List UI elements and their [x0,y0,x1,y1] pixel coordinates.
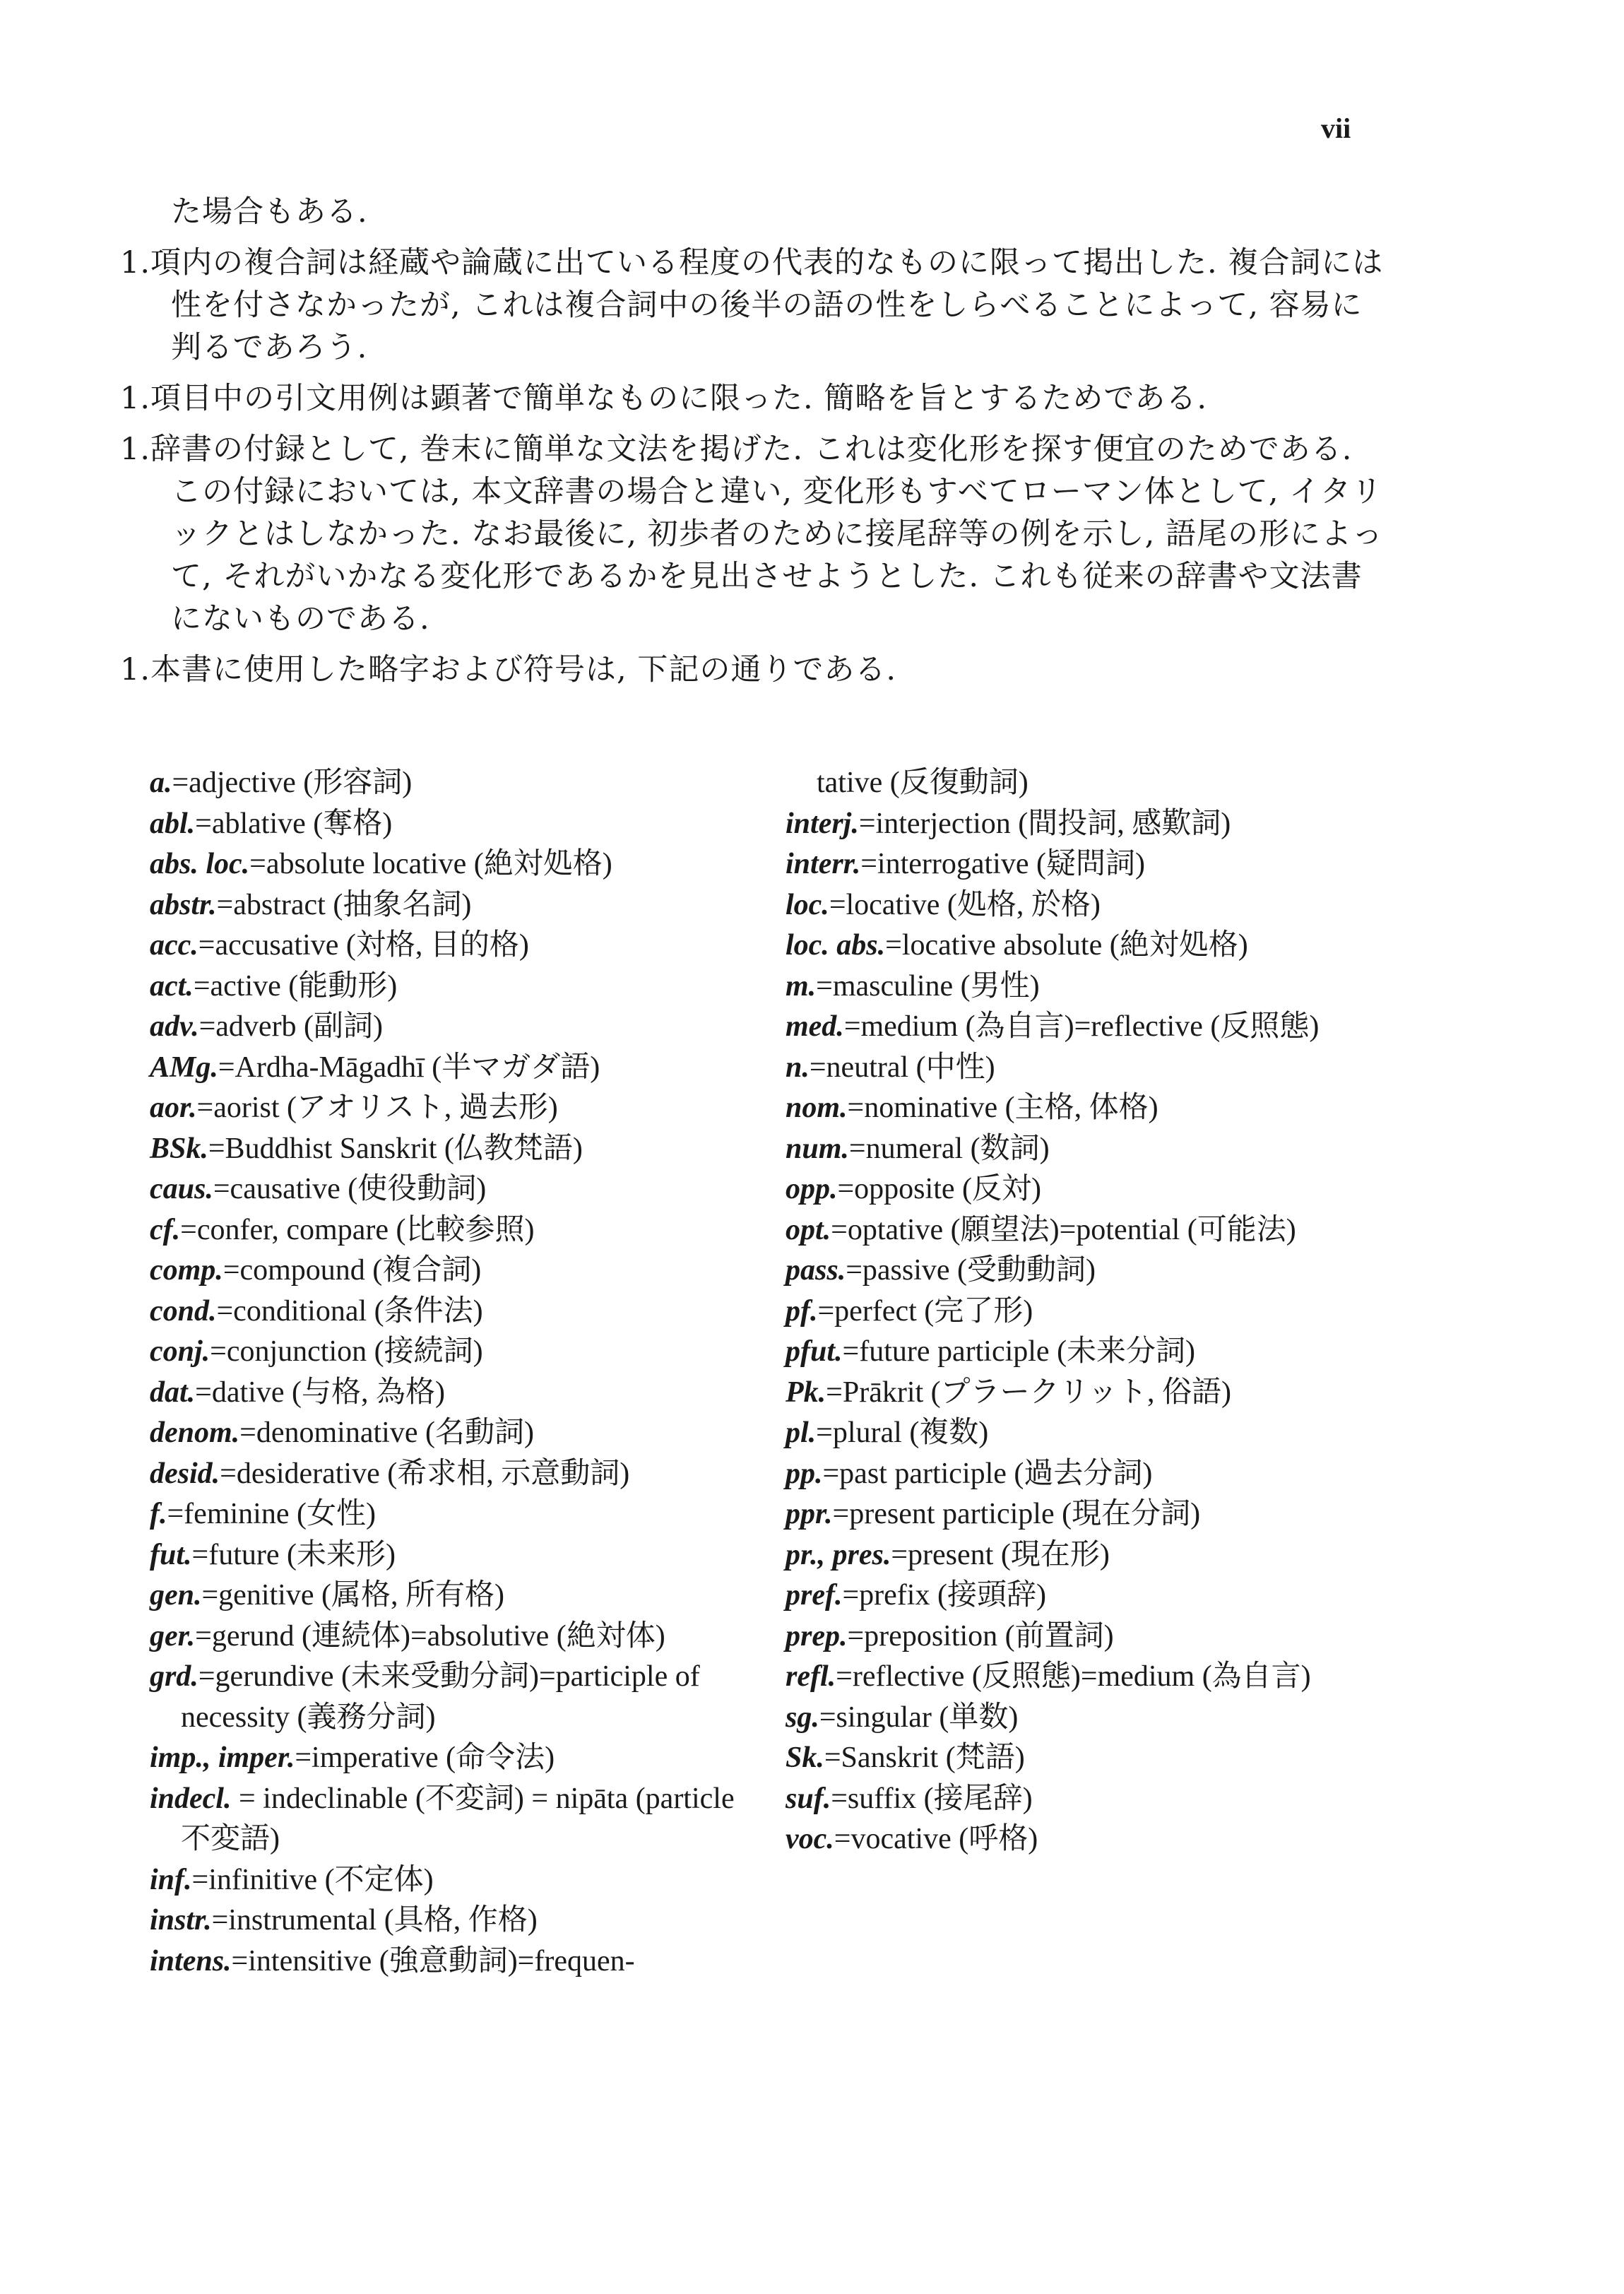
abbreviation-term: interr. [786,848,861,880]
abbreviation-term: adv. [150,1010,199,1043]
intro-section [120,191,1392,699]
abbreviation-entry [786,1494,1407,1535]
abbreviation-entry [150,1941,771,1982]
abbreviation-term: num. [786,1132,849,1165]
abbreviation-term: voc. [786,1823,834,1855]
abbreviation-definition: =present (現在形) [891,1538,1110,1571]
abbreviation-entry [150,1291,771,1332]
abbreviation-entry [786,1007,1407,1048]
abbreviation-definition: =vocative (呼格) [834,1823,1038,1855]
abbreviation-entry [150,1413,771,1454]
abbreviation-definition: =locative (処格, 於格) [829,888,1101,921]
abbreviation-term: abs. loc. [150,848,250,880]
intro-item-appendix: 1.辞書の付録として, 巻末に簡単な文法を掲げた. これは変化形を探す便宜のためである. この付録においては, 本文辞書の場合と違い, 変化形もすべてローマン体として, イタリックとはしなかった. なお最後に, 初歩者のために接尾辞等の例を示し, 語尾の形によって, それがいかなる変化形であるかを見出させようとした. これも従来の辞書や文法書にないものである. [120,432,1384,637]
abbreviation-definition: =ablative (奪格) [195,807,393,840]
abbreviation-definition: =conditional (条件法) [216,1294,483,1328]
abbreviation-definition: =adjective (形容詞) [172,767,413,799]
abbreviation-entry [786,1657,1407,1698]
abbreviation-entry [150,1169,771,1210]
abbreviation-entry [150,1860,771,1901]
abbreviation-entry [150,804,771,845]
abbreviation-definition: =future participle (未来分詞) [842,1335,1196,1368]
abbreviation-term: abl. [150,807,196,840]
abbreviation-term: instr. [150,1904,212,1937]
abbreviation-entry [786,1738,1407,1779]
abbreviation-term: opt. [786,1213,831,1246]
abbreviation-entry [150,1129,771,1170]
abbreviation-term: imp., imper. [150,1742,295,1774]
abbreviation-definition: =preposition (前置詞) [847,1619,1114,1652]
abbreviation-term: ppr. [786,1498,833,1530]
abbreviation-entry [786,763,1407,804]
abbreviation-entry [786,966,1407,1007]
abbreviation-term: pr., pres. [786,1538,891,1571]
abbreviation-definition: =perfect (完了形) [817,1294,1033,1328]
abbreviation-definition: =Prākrit (プラークリット, 俗語) [826,1376,1231,1409]
abbreviation-term: sg. [786,1701,819,1734]
abbreviation-entry [786,1575,1407,1616]
abbreviation-definition: =imperative (命令法) [295,1742,555,1774]
abbreviation-entry [150,1738,771,1779]
abbreviation-definition: =abstract (抽象名詞) [216,888,472,921]
abbreviation-definition: =Ardha-Māgadhī (半マガダ語) [218,1051,600,1084]
abbreviation-definition: =absolute locative (絶対処格) [249,848,612,880]
intro-item-abbreviations: 1.本書に使用した略字および符号は, 下記の通りである. [120,652,897,687]
intro-item-compounds: 1.項内の複合詞は経蔵や論蔵に出ている程度の代表的なものに限って掲出した. 複合詞には性を付さなかったが, これは複合詞中の後半の語の性をしらべることによって, 容易に判るであろう. [120,245,1384,365]
abbreviation-term: Pk. [786,1376,826,1409]
abbreviation-entry [150,1494,771,1535]
abbreviation-entry [150,1535,771,1576]
abbreviation-entry [786,1698,1407,1739]
abbreviation-term: Sk. [786,1742,824,1774]
abbreviation-term: pp. [786,1457,823,1490]
abbreviation-term: med. [786,1010,844,1043]
abbreviation-entry [150,1007,771,1048]
abbreviation-definition: =dative (与格, 為格) [195,1376,445,1409]
abbreviation-entry [150,763,771,804]
abbreviation-entry [786,1210,1407,1251]
abbreviation-definition: = indeclinable (不変詞) = nipāta (particle 不変語) [181,1782,735,1855]
abbreviation-entry [150,1332,771,1373]
intro-item-quotations: 1.項目中の引文用例は顕著で簡単なものに限った. 簡略を旨とするためである. [120,381,1208,416]
abbreviation-definition: =passive (受動動詞) [846,1254,1096,1287]
abbreviation-entry [150,1575,771,1616]
abbreviation-term: inf. [150,1863,192,1896]
abbreviation-entry [150,885,771,926]
abbreviation-definition: =infinitive (不定体) [191,1863,434,1896]
abbreviation-term: refl. [786,1660,836,1693]
abbreviation-definition: =active (能動形) [193,969,398,1003]
abbreviation-term: denom. [150,1417,240,1449]
abbreviation-term: abstr. [150,888,217,921]
abbreviation-entry [150,1779,771,1860]
abbreviation-entry [786,1332,1407,1373]
abbreviation-definition: =singular (単数) [819,1701,1019,1734]
abbreviation-term: m. [786,969,817,1003]
abbreviation-definition: =accusative (対格, 目的格) [198,929,529,962]
abbreviation-term: suf. [786,1782,831,1815]
abbreviation-term: conj. [150,1335,211,1368]
abbreviation-definition: =medium (為自言)=reflective (反照態) [843,1010,1320,1043]
abbreviation-definition: =conjunction (接続詞) [210,1335,483,1368]
abbreviation-definition: =adverb (副詞) [198,1010,384,1043]
abbreviation-entry [150,1251,771,1291]
abbreviation-entry [150,966,771,1007]
abbreviation-term: dat. [150,1376,196,1409]
abbreviation-definition: =intensitive (強意動詞)=frequen- [231,1944,635,1977]
abbreviation-definition: =locative absolute (絶対処格) [885,929,1248,962]
abbreviation-term: ger. [150,1619,196,1652]
abbreviation-definition: =numeral (数詞) [848,1132,1050,1165]
abbreviation-definition: =future (未来形) [191,1538,396,1571]
abbreviation-definition: =interrogative (疑問詞) [860,848,1145,880]
abbreviation-entry [150,844,771,885]
abbreviation-definition: =past participle (過去分詞) [822,1457,1153,1490]
abbreviation-term: AMg. [150,1051,218,1084]
abbreviation-definition: =masculine (男性) [816,969,1040,1003]
abbreviation-definition: =feminine (女性) [167,1498,376,1530]
abbreviation-term: cf. [150,1213,181,1246]
abbreviation-definition: =optative (願望法)=potential (可能法) [831,1213,1296,1246]
abbreviation-entry [150,1373,771,1414]
abbreviation-definition: =neutral (中性) [809,1051,995,1084]
abbreviation-definition: =nominative (主格, 体格) [847,1092,1158,1124]
abbreviation-definition: =opposite (反対) [837,1173,1041,1205]
intro-continuation: た場合もある. [171,194,368,230]
abbreviation-term: loc. abs. [786,929,886,962]
abbreviation-entry [786,1048,1407,1089]
abbreviation-entry [786,1291,1407,1332]
abbreviation-term: gen. [150,1579,202,1612]
abbreviation-term: n. [786,1051,810,1084]
abbreviation-definition: =plural (複数) [816,1417,989,1449]
abbreviation-term: caus. [150,1173,213,1205]
abbreviation-term: desid. [150,1457,220,1490]
abbreviation-definition: =instrumental (具格, 作格) [211,1904,538,1937]
abbreviation-term: pl. [786,1417,817,1449]
abbreviation-list-left [150,763,771,1982]
abbreviation-entry [150,1900,771,1941]
abbreviation-definition: =causative (使役動詞) [213,1173,487,1205]
abbreviation-definition: =denominative (名動詞) [239,1417,534,1449]
abbreviation-entry [786,1088,1407,1129]
page-number: vii [1321,112,1351,144]
abbreviation-term: opp. [786,1173,838,1205]
abbreviation-entry [150,1657,771,1738]
abbreviation-term: loc. [786,888,829,921]
abbreviation-entry [786,1779,1407,1820]
abbreviation-term: act. [150,969,194,1003]
abbreviation-entry [150,1088,771,1129]
abbreviation-entry [786,1616,1407,1657]
abbreviation-term: pf. [786,1294,818,1328]
abbreviation-term: f. [150,1498,167,1530]
abbreviation-term: BSk. [150,1132,208,1165]
abbreviation-term: acc. [150,929,198,962]
abbreviation-term: intens. [150,1944,232,1977]
abbreviation-entry [786,926,1407,966]
abbreviation-list-right [786,763,1407,1860]
abbreviation-entry [786,1373,1407,1414]
abbreviation-entry [786,1251,1407,1291]
abbreviation-definition: tative (反復動詞) [817,767,1029,799]
abbreviation-term: pref. [786,1579,843,1612]
abbreviation-term: prep. [786,1619,848,1652]
abbreviation-term: comp. [150,1254,223,1287]
abbreviation-definition: =confer, compare (比較参照) [180,1213,535,1246]
abbreviation-entry [786,1129,1407,1170]
abbreviation-term: pass. [786,1254,846,1287]
abbreviation-term: grd. [150,1660,198,1693]
abbreviation-entry [786,1169,1407,1210]
abbreviation-entry [150,1210,771,1251]
abbreviation-definition: =desiderative (希求相, 示意動詞) [220,1457,630,1490]
abbreviation-term: nom. [786,1092,848,1124]
abbreviation-definition: =aorist (アオリスト, 過去形) [196,1092,558,1124]
abbreviation-entry [786,1454,1407,1495]
abbreviation-term: interj. [786,807,859,840]
abbreviation-term: cond. [150,1294,217,1328]
abbreviation-definition: =suffix (接尾辞) [831,1782,1033,1815]
abbreviation-entry [786,1535,1407,1576]
abbreviation-definition: =gerund (連続体)=absolutive (絶対体) [195,1619,665,1652]
abbreviation-definition: =Buddhist Sanskrit (仏教梵語) [208,1132,583,1165]
abbreviation-entry [150,1048,771,1089]
abbreviation-definition: =Sanskrit (梵語) [824,1742,1025,1774]
abbreviation-entry [786,885,1407,926]
abbreviation-entry [786,1819,1407,1860]
abbreviation-definition: =compound (複合詞) [223,1254,482,1287]
abbreviation-entry [150,926,771,966]
abbreviation-definition: =interjection (間投詞, 感歎詞) [858,807,1231,840]
abbreviation-term: fut. [150,1538,192,1571]
abbreviation-definition: =reflective (反照態)=medium (為自言) [836,1660,1311,1693]
abbreviation-term: a. [150,767,172,799]
abbreviation-term: aor. [150,1092,197,1124]
abbreviation-term: pfut. [786,1335,843,1368]
abbreviation-definition: =genitive (属格, 所有格) [201,1579,504,1612]
abbreviation-term: indecl. [150,1782,232,1815]
abbreviation-entry [786,1413,1407,1454]
abbreviation-entry [786,804,1407,845]
abbreviation-entry [786,844,1407,885]
abbreviation-definition: =gerundive (未来受動分詞)=participle of necessity (義務分詞) [181,1660,700,1734]
abbreviation-entry [150,1454,771,1495]
abbreviation-definition: =present participle (現在分詞) [832,1498,1201,1530]
abbreviation-definition: =prefix (接頭辞) [842,1579,1046,1612]
abbreviation-entry [150,1616,771,1657]
